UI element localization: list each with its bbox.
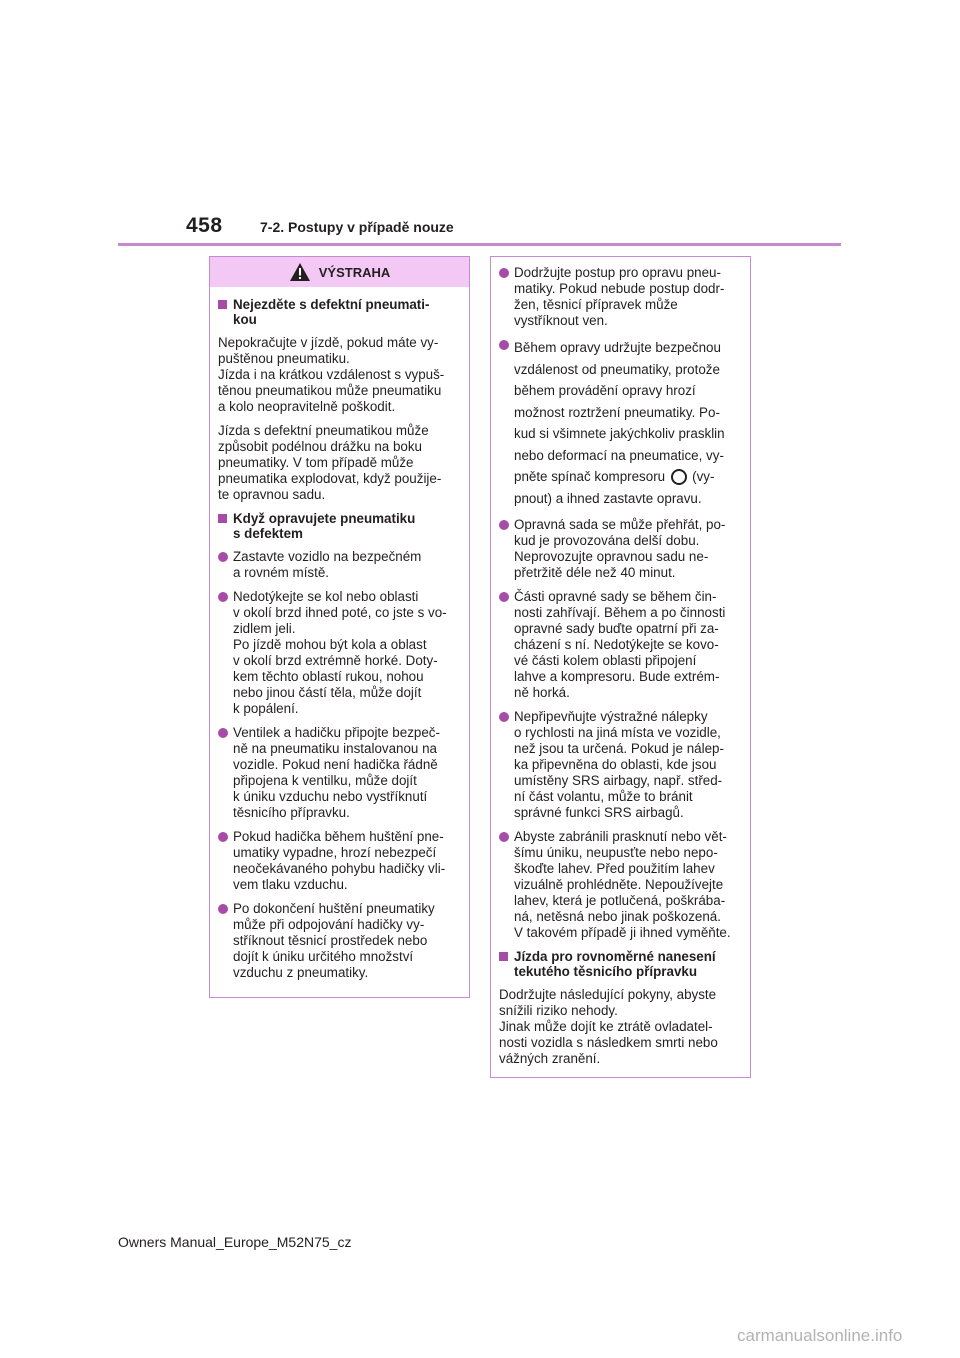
text-line: umatiky vypadne, hrozí nebezpečí	[233, 845, 437, 860]
square-bullet-icon	[218, 514, 227, 523]
right-content	[491, 257, 750, 1067]
line-text: pněte spínač kompresoru	[514, 469, 666, 484]
list-item	[218, 829, 461, 893]
list-item-lines	[514, 337, 742, 466]
list-item	[218, 901, 461, 981]
list-item	[499, 709, 742, 821]
text-line: Když opravujete pneumatiku	[233, 511, 416, 526]
text-line: o rychlosti na jiná místa ve vozidle,	[514, 725, 721, 740]
text-line: Po dokončení huštění pneumatiky	[233, 901, 435, 916]
text-line: způsobit podélnou drážku na boku	[218, 439, 422, 454]
warning-header	[210, 257, 469, 287]
text-line: Neprovozujte opravnou sadu ne-	[514, 549, 709, 564]
list-item	[499, 589, 742, 701]
warning-box-left	[209, 256, 470, 998]
text-line: opravné sady buďte opatrní při za-	[514, 621, 719, 636]
text-line: Zastavte vozidlo na bezpečném	[233, 549, 422, 564]
heading-driving-sealant	[499, 949, 742, 979]
warning-triangle-icon	[289, 262, 311, 282]
text-line: Ventilek a hadičku připojte bezpeč-	[233, 725, 440, 740]
watermark: carmanualsonline.info	[737, 1326, 903, 1345]
text-line: tekutého těsnicího přípravku	[514, 964, 698, 979]
text-line: matiky. Pokud nebude postup dodr-	[514, 281, 725, 296]
text-line: lahev, která je potlučená, poškrába-	[514, 893, 726, 908]
text-line: neočekávaného pohybu hadičky vli-	[233, 861, 446, 876]
heading-text	[233, 511, 461, 541]
text-line: lahve a kompresoru. Bude extrém-	[514, 669, 720, 684]
text-line: může při odpojování hadičky vy-	[233, 917, 425, 932]
text-line: kou	[233, 312, 257, 327]
round-bullet-icon	[499, 340, 509, 350]
text-line: dojít k úniku určitého množství	[233, 949, 414, 964]
text-line: te opravnou sadu.	[218, 487, 326, 502]
text-line: šímu úniku, neupusťte nebo nepo-	[514, 845, 718, 860]
text-line: v okolí brzd extrémně horké. Doty-	[233, 653, 438, 668]
text-line: vé části kolem oblasti připojení	[514, 653, 697, 668]
heading-repairing-tire	[218, 511, 461, 541]
text-line: zidlem jeli.	[233, 621, 296, 636]
text-line: nebo jinou částí těla, může dojít	[233, 685, 422, 700]
text-line: Nepřipevňujte výstražné nálepky	[514, 709, 708, 724]
round-bullet-icon	[499, 712, 509, 722]
paragraph	[218, 423, 461, 503]
text-line: správné funkci SRS airbagů.	[514, 805, 684, 820]
text-line: Nepokračujte v jízdě, pokud máte vy-	[218, 335, 439, 350]
paragraph	[218, 335, 461, 415]
text-line: k úniku vzduchu nebo vystříknutí	[233, 789, 428, 804]
text-line: Po jízdě mohou být kola a oblast	[233, 637, 427, 652]
square-bullet-icon	[499, 952, 508, 961]
list-item	[218, 589, 461, 717]
list-item	[499, 265, 742, 329]
heading-text	[514, 949, 742, 979]
line-text: pnout) a ihned zastavte opravu.	[514, 490, 702, 506]
text-line: žen, těsnicí přípravek může	[514, 297, 678, 312]
round-bullet-icon	[218, 728, 228, 738]
text-line: k popálení.	[233, 701, 299, 716]
text-line: nebo deformací na pneumatice, vy-	[514, 447, 724, 463]
text-line: a kolo neopravitelně poškodit.	[218, 399, 396, 414]
text-line: Jízda i na krátkou vzdálenost s vypuš-	[218, 367, 445, 382]
text-line: vzduchu z pneumatiky.	[233, 965, 369, 980]
text-line: škoďte lahev. Před použitím lahev	[514, 861, 715, 876]
round-bullet-icon	[499, 832, 509, 842]
round-bullet-icon	[218, 592, 228, 602]
text-line: Dodržujte následující pokyny, abyste	[499, 987, 717, 1002]
text-line: Nedotýkejte se kol nebo oblasti	[233, 589, 419, 604]
text-line: nosti vozidla s následkem smrti nebo	[499, 1035, 718, 1050]
text-line: puštěnou pneumatiku.	[218, 351, 350, 366]
text-line: Jízda pro rovnoměrné nanesení	[514, 949, 716, 964]
text-line: těnou pneumatikou může pneumatiku	[218, 383, 442, 398]
list-item-text	[514, 589, 742, 701]
text-line: během provádění opravy hrozí	[514, 383, 696, 398]
text-line: vizuálně prohlédněte. Nepoužívejte	[514, 877, 724, 892]
round-bullet-icon	[218, 832, 228, 842]
text-line: vážných zranění.	[499, 1051, 601, 1066]
list-item	[218, 549, 461, 581]
text-line: Pokud hadička během huštění pne-	[233, 829, 444, 844]
text-line: pneumatiky. V tom případě může	[218, 455, 414, 470]
text-line: Dodržujte postup pro opravu pneu-	[514, 265, 721, 280]
text-line: vem tlaku vzduchu.	[233, 877, 348, 892]
text-line: Abyste zabránili prasknutí nebo vět-	[514, 829, 727, 844]
round-bullet-icon	[499, 592, 509, 602]
list-item-text	[233, 829, 461, 893]
text-line: ně horká.	[514, 685, 570, 700]
warning-box-right	[490, 256, 751, 1078]
text-line: nosti zahřívají. Během a po činnosti	[514, 605, 726, 620]
list-item-text	[514, 265, 742, 329]
text-line: ná, netěsná nebo jinak poškozená.	[514, 909, 721, 924]
list-item-text	[514, 709, 742, 821]
text-line: Během opravy udržujte bezpečnou	[514, 340, 721, 355]
compressor-switch-line	[514, 466, 742, 488]
text-line: vystříknout ven.	[514, 313, 608, 328]
square-bullet-icon	[218, 300, 227, 309]
text-line: kud si všimnete jakýchkoliv prasklin	[514, 426, 725, 441]
text-line: připojena k ventilku, může dojít	[233, 773, 417, 788]
paragraph	[499, 987, 742, 1067]
text-line: V takovém případě ji ihned vyměňte.	[514, 925, 731, 940]
text-line: Jinak může dojít ke ztrátě ovladatel-	[499, 1019, 713, 1034]
text-line: v okolí brzd ihned poté, co jste s vo-	[233, 605, 447, 620]
line-text: (vy-	[692, 469, 715, 484]
list-item	[499, 337, 742, 509]
list-item-text	[514, 517, 742, 581]
footer-doc-id: Owners Manual_Europe_M52N75_cz	[118, 1234, 352, 1250]
list-item	[499, 829, 742, 941]
text-line: Části opravné sady se během čin-	[514, 589, 717, 604]
text-line: stříknout těsnicí prostředek nebo	[233, 933, 428, 948]
heading-defective-tire	[218, 297, 461, 327]
list-item-text	[233, 549, 461, 581]
text-line: možnost roztržení pneumatiky. Po-	[514, 404, 720, 420]
text-line: Opravná sada se může přehřát, po-	[514, 517, 726, 532]
list-item-text	[233, 725, 461, 821]
round-bullet-icon	[499, 520, 509, 530]
list-item	[499, 517, 742, 581]
text-line: přetržitě déle než 40 minut.	[514, 565, 676, 580]
round-bullet-icon	[218, 904, 228, 914]
text-line: Jízda s defektní pneumatikou může	[218, 423, 429, 438]
text-line: cházení s ní. Nedotýkejte se kovo-	[514, 637, 719, 652]
text-line: těsnicího přípravku.	[233, 805, 350, 820]
text-line: ní část volantu, může to bránit	[514, 789, 693, 804]
text-line: pneumatika explodovat, když použije-	[218, 471, 442, 486]
text-line: vozidle. Pokud není hadička řádně	[233, 757, 438, 772]
text-line: vzdálenost od pneumatiky, protože	[514, 361, 720, 377]
text-line: a rovném místě.	[233, 565, 329, 580]
list-item-text	[233, 901, 461, 981]
section-title: 7-2. Postupy v případě nouze	[260, 219, 454, 235]
text-line: ně na pneumatiku instalovanou na	[233, 741, 437, 756]
text-line: kud je provozována delší dobu.	[514, 533, 700, 548]
list-item-text	[514, 829, 742, 941]
text-line: snížili riziko nehody.	[499, 1003, 618, 1018]
left-content	[210, 287, 469, 981]
round-bullet-icon	[499, 268, 509, 278]
round-bullet-icon	[218, 552, 228, 562]
warning-title: VÝSTRAHA	[318, 264, 391, 280]
list-item-text	[233, 589, 461, 717]
text-line: kem těchto oblastí rukou, nohou	[233, 669, 424, 684]
text-line: s defektem	[233, 526, 303, 541]
text-line: než jsou ta určená. Pokud je nálep-	[514, 741, 724, 756]
list-item-text	[514, 337, 742, 509]
heading-text	[233, 297, 461, 327]
compressor-switch-icon	[671, 469, 687, 485]
list-item	[218, 725, 461, 821]
text-line: ka připevněna do oblasti, kde jsou	[514, 757, 717, 772]
text-line: Nejezděte s defektní pneumati-	[233, 297, 430, 312]
page-number: 458	[186, 214, 223, 237]
text-line: umístěny SRS airbagy, např. střed-	[514, 773, 723, 788]
header-rule	[118, 243, 841, 246]
